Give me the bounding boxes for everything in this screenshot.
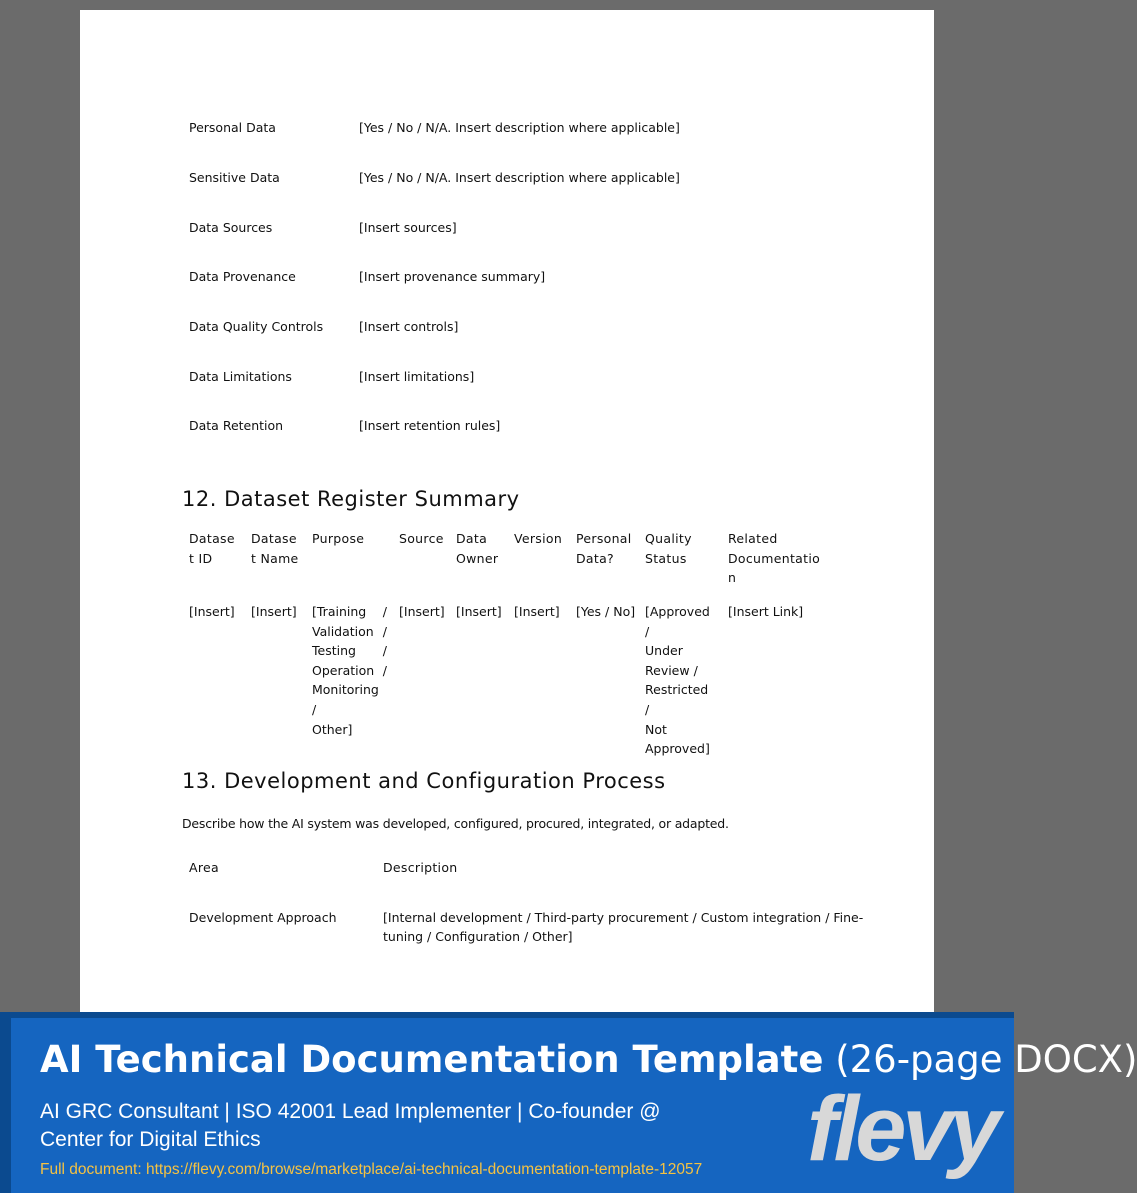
banner-document-link[interactable]: Full document: https://flevy.com/browse/marketplace/ai-technical-documentation-template-12057 xyxy=(40,1161,703,1178)
table-header-related-documentation: Related Documentatio n xyxy=(728,531,821,586)
banner-title xyxy=(40,1038,1137,1081)
table-header-quality-status: Quality Status xyxy=(645,531,692,566)
kv-value: [Insert sources] xyxy=(359,220,457,235)
kv-value: [Insert controls] xyxy=(359,319,459,334)
table-header-source: Source xyxy=(399,531,444,546)
table-cell-related-documentation: [Insert Link] xyxy=(728,604,804,619)
document-page xyxy=(80,10,934,1020)
table-header-description: Description xyxy=(383,860,458,875)
table-cell-quality-status: [Approved / Under Review / Restricted / Not Approved] xyxy=(645,604,710,757)
table-cell-description-line2: tuning / Configuration / Other] xyxy=(383,929,573,944)
table-header-personal-data: Personal Data? xyxy=(576,531,632,566)
kv-label: Data Quality Controls xyxy=(189,319,324,334)
table-header-purpose: Purpose xyxy=(312,531,365,546)
banner-title-light: (26-page DOCX) xyxy=(835,1038,1137,1081)
kv-value: [Insert retention rules] xyxy=(359,418,501,433)
section-12-heading: 12. Dataset Register Summary xyxy=(182,487,520,511)
banner-title-bold: AI Technical Documentation Template xyxy=(40,1038,824,1081)
promo-banner-panel xyxy=(11,1018,1137,1193)
table-cell-source: [Insert] xyxy=(399,604,445,619)
kv-value: [Yes / No / N/A. Insert description where applicable] xyxy=(359,120,680,135)
table-cell-dataset-id: [Insert] xyxy=(189,604,235,619)
kv-value: [Insert provenance summary] xyxy=(359,269,546,284)
table-header-area: Area xyxy=(189,860,219,875)
kv-value: [Yes / No / N/A. Insert description where applicable] xyxy=(359,170,680,185)
table-cell-purpose: [Training / Validation / Testing / Operation / Monitoring / Other] xyxy=(312,604,387,737)
kv-value: [Insert limitations] xyxy=(359,369,475,384)
kv-label: Data Limitations xyxy=(189,369,292,384)
table-cell-description-line1: [Internal development / Third-party procurement / Custom integration / Fine- xyxy=(383,910,864,925)
table-header-version: Version xyxy=(514,531,563,546)
table-cell-dataset-name: [Insert] xyxy=(251,604,297,619)
kv-label: Data Provenance xyxy=(189,269,296,284)
banner-subtitle: AI GRC Consultant | ISO 42001 Lead Implementer | Co-founder @ Center for Digital Ethics xyxy=(40,1100,661,1151)
table-header-dataset-id: Datase t ID xyxy=(189,531,235,566)
table-header-data-owner: Data Owner xyxy=(456,531,499,566)
table-header-dataset-name: Datase t Name xyxy=(251,531,299,566)
flevy-logo: flevy xyxy=(807,1078,997,1180)
table-cell-data-owner: [Insert] xyxy=(456,604,502,619)
kv-label: Data Retention xyxy=(189,418,284,433)
section-13-heading: 13. Development and Configuration Process xyxy=(182,769,666,793)
promo-banner xyxy=(0,1012,1137,1193)
kv-label: Sensitive Data xyxy=(189,170,280,185)
table-cell-personal-data: [Yes / No] xyxy=(576,604,636,619)
kv-label: Data Sources xyxy=(189,220,273,235)
table-cell-version: [Insert] xyxy=(514,604,560,619)
section-13-intro: Describe how the AI system was developed, configured, procured, integrated, or adapted. xyxy=(182,816,729,831)
kv-label: Personal Data xyxy=(189,120,276,135)
table-cell-area: Development Approach xyxy=(189,910,337,925)
